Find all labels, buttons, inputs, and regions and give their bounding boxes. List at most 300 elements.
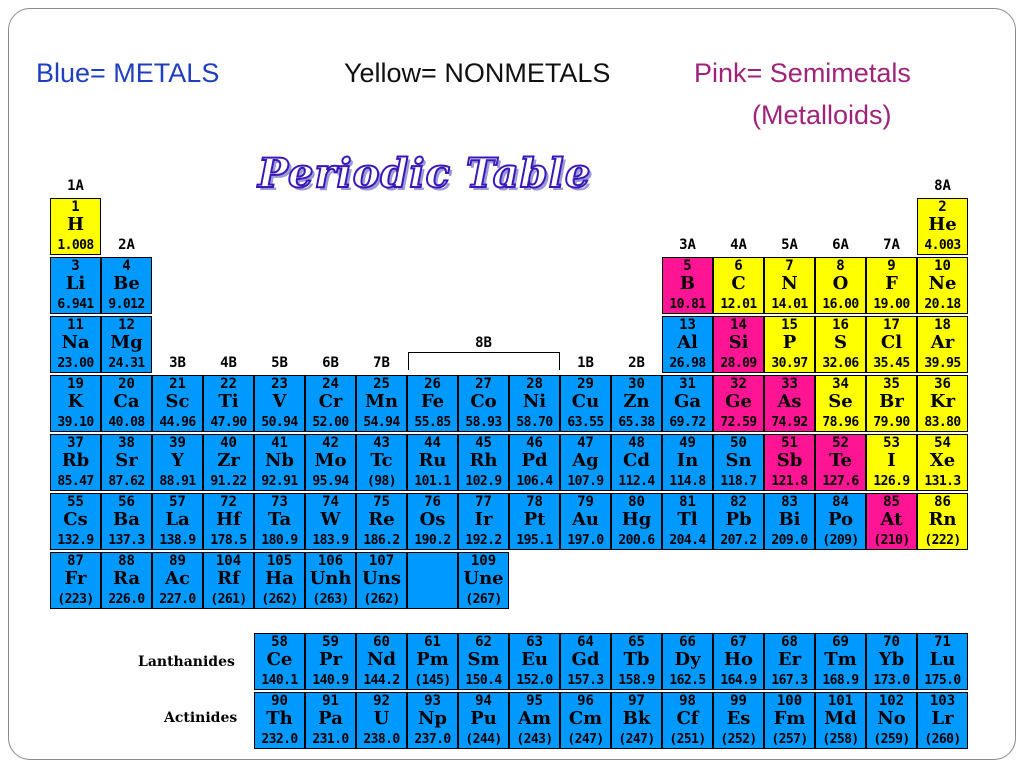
group-label-1b: 1B <box>577 355 594 371</box>
element-cell-tl <box>662 493 713 550</box>
element-cell-eu <box>509 633 560 690</box>
element-symbol: F <box>885 273 898 294</box>
element-cell-na <box>50 316 101 373</box>
atomic-mass: 158.9 <box>618 673 655 688</box>
atomic-mass: 39.10 <box>57 415 94 430</box>
element-cell-fm <box>764 692 815 749</box>
atomic-mass: 207.2 <box>720 533 757 548</box>
element-symbol: Yb <box>878 649 905 670</box>
element-symbol: Ca <box>113 391 140 412</box>
atomic-number: 41 <box>271 435 288 451</box>
atomic-mass: (247) <box>618 732 655 747</box>
atomic-number: 62 <box>475 634 492 650</box>
atomic-number: 12 <box>118 317 135 333</box>
atomic-number: 109 <box>470 553 497 569</box>
atomic-mass: 47.90 <box>210 415 247 430</box>
atomic-number: 65 <box>628 634 645 650</box>
element-cell-cm <box>560 692 611 749</box>
atomic-mass: 20.18 <box>924 297 961 312</box>
atomic-mass: 14.01 <box>771 297 808 312</box>
element-cell-une <box>458 552 509 609</box>
element-cell-hg <box>611 493 662 550</box>
atomic-number: 96 <box>577 693 594 709</box>
element-cell-sb <box>764 434 815 491</box>
element-cell-gd <box>560 633 611 690</box>
element-symbol: Lu <box>929 649 956 670</box>
atomic-number: 61 <box>424 634 441 650</box>
group-label-4a: 4A <box>730 237 747 253</box>
element-symbol: N <box>781 273 798 294</box>
element-cell-uns <box>356 552 407 609</box>
atomic-number: 28 <box>526 376 543 392</box>
atomic-mass: 1.008 <box>57 238 94 253</box>
atomic-mass: 9.012 <box>108 297 145 312</box>
element-cell-v <box>254 375 305 432</box>
group-label-8b: 8B <box>475 335 492 351</box>
atomic-number: 101 <box>827 693 854 709</box>
atomic-mass: 138.9 <box>159 533 196 548</box>
atomic-number: 81 <box>679 494 696 510</box>
element-symbol: Ra <box>112 568 141 589</box>
atomic-number: 17 <box>883 317 900 333</box>
atomic-mass: (267) <box>465 592 502 607</box>
atomic-mass: 132.9 <box>57 533 94 548</box>
atomic-number: 56 <box>118 494 135 510</box>
atomic-mass: 24.31 <box>108 356 145 371</box>
atomic-number: 3 <box>71 258 80 274</box>
atomic-number: 103 <box>929 693 956 709</box>
element-cell-fr <box>50 552 101 609</box>
element-symbol: S <box>834 332 847 353</box>
element-symbol: Sn <box>725 450 752 471</box>
element-symbol: Bi <box>778 509 801 530</box>
element-cell-y <box>152 434 203 491</box>
atomic-number: 52 <box>832 435 849 451</box>
element-cell-pd <box>509 434 560 491</box>
atomic-mass: 231.0 <box>312 732 349 747</box>
element-cell-re <box>356 493 407 550</box>
element-symbol: Zn <box>623 391 650 412</box>
atomic-number: 2 <box>938 199 947 215</box>
element-cell-hf <box>203 493 254 550</box>
atomic-mass: (251) <box>669 732 706 747</box>
atomic-number: 89 <box>169 553 186 569</box>
atomic-number: 83 <box>781 494 798 510</box>
element-symbol: Sc <box>165 391 190 412</box>
group-8b-bracket <box>408 352 560 370</box>
atomic-mass: (223) <box>57 592 94 607</box>
atomic-mass: 164.9 <box>720 673 757 688</box>
atomic-number: 105 <box>266 553 293 569</box>
atomic-number: 33 <box>781 376 798 392</box>
element-symbol: Tl <box>677 509 698 530</box>
atomic-number: 69 <box>832 634 849 650</box>
atomic-number: 43 <box>373 435 390 451</box>
element-cell-bi <box>764 493 815 550</box>
atomic-mass: 178.5 <box>210 533 247 548</box>
element-symbol: Pm <box>416 649 449 670</box>
element-symbol: Pd <box>521 450 548 471</box>
element-cell-cl <box>866 316 917 373</box>
element-symbol: Cd <box>623 450 650 471</box>
atomic-mass: 69.72 <box>669 415 706 430</box>
element-symbol: K <box>67 391 84 412</box>
element-symbol: No <box>877 708 906 729</box>
atomic-number: 23 <box>271 376 288 392</box>
element-cell-dy <box>662 633 713 690</box>
element-symbol: Cu <box>571 391 600 412</box>
atomic-number: 5 <box>683 258 692 274</box>
element-cell-nd <box>356 633 407 690</box>
atomic-mass: 195.1 <box>516 533 553 548</box>
atomic-mass: 197.0 <box>567 533 604 548</box>
atomic-number: 4 <box>122 258 131 274</box>
element-cell-c <box>713 257 764 314</box>
atomic-mass: 190.2 <box>414 533 451 548</box>
atomic-mass: 32.06 <box>822 356 859 371</box>
atomic-number: 53 <box>883 435 900 451</box>
element-symbol: Nb <box>264 450 295 471</box>
element-symbol: Th <box>266 708 293 729</box>
element-cell-la <box>152 493 203 550</box>
element-symbol: Se <box>828 391 853 412</box>
element-cell-sn <box>713 434 764 491</box>
element-symbol: Cm <box>568 708 603 729</box>
element-cell-pt <box>509 493 560 550</box>
atomic-mass: 101.1 <box>414 474 451 489</box>
atomic-mass: 58.93 <box>465 415 502 430</box>
element-cell-lr <box>917 692 968 749</box>
element-cell-pb <box>713 493 764 550</box>
atomic-number: 57 <box>169 494 186 510</box>
element-symbol: Es <box>726 708 751 729</box>
group-label-3b: 3B <box>169 355 186 371</box>
atomic-mass: (243) <box>516 732 553 747</box>
element-symbol: Co <box>470 391 497 412</box>
atomic-number: 38 <box>118 435 135 451</box>
atomic-number: 14 <box>730 317 747 333</box>
element-cell-unh <box>305 552 356 609</box>
lanthanides-label: Lanthanides <box>138 654 235 670</box>
element-symbol: Li <box>65 273 86 294</box>
element-symbol: Rn <box>928 509 957 530</box>
atomic-mass: 226.0 <box>108 592 145 607</box>
atomic-number: 86 <box>934 494 951 510</box>
element-symbol: Ac <box>165 568 190 589</box>
atomic-number: 44 <box>424 435 441 451</box>
element-symbol: Hf <box>216 509 241 530</box>
element-cell-f <box>866 257 917 314</box>
element-symbol: Cs <box>63 509 88 530</box>
atomic-mass: 137.3 <box>108 533 145 548</box>
atomic-number: 55 <box>67 494 84 510</box>
element-cell-ru <box>407 434 458 491</box>
element-cell-o <box>815 257 866 314</box>
group-label-8a: 8A <box>934 178 951 194</box>
atomic-mass: 6.941 <box>57 297 94 312</box>
atomic-number: 49 <box>679 435 696 451</box>
atomic-mass: 40.08 <box>108 415 145 430</box>
element-symbol: Au <box>571 509 600 530</box>
atomic-mass: 12.01 <box>720 297 757 312</box>
element-symbol: Cr <box>318 391 343 412</box>
group-label-1a: 1A <box>67 178 84 194</box>
atomic-mass: 204.4 <box>669 533 706 548</box>
element-cell-ne <box>917 257 968 314</box>
atomic-number: 47 <box>577 435 594 451</box>
element-symbol: Kr <box>929 391 956 412</box>
atomic-mass: 232.0 <box>261 732 298 747</box>
atomic-mass: 175.0 <box>924 673 961 688</box>
atomic-mass: 131.3 <box>924 474 961 489</box>
legend-semimetals: Pink= Semimetals <box>694 58 911 88</box>
element-cell-au <box>560 493 611 550</box>
element-cell-ra <box>101 552 152 609</box>
element-cell-br <box>866 375 917 432</box>
atomic-mass: 87.62 <box>108 474 145 489</box>
element-symbol: Sb <box>776 450 803 471</box>
atomic-number: 87 <box>67 553 84 569</box>
atomic-mass: 227.0 <box>159 592 196 607</box>
periodic-table-title: Periodic Table <box>258 150 592 197</box>
element-cell-np <box>407 692 458 749</box>
atomic-mass: (247) <box>567 732 604 747</box>
element-cell-u <box>356 692 407 749</box>
atomic-mass: 50.94 <box>261 415 298 430</box>
element-cell-fe <box>407 375 458 432</box>
element-symbol: Y <box>171 450 184 471</box>
element-cell-am <box>509 692 560 749</box>
atomic-mass: 63.55 <box>567 415 604 430</box>
atomic-mass: 95.94 <box>312 474 349 489</box>
element-symbol: Ga <box>673 391 702 412</box>
atomic-mass: 83.80 <box>924 415 961 430</box>
element-cell-cd <box>611 434 662 491</box>
atomic-number: 46 <box>526 435 543 451</box>
atomic-number: 20 <box>118 376 135 392</box>
element-cell-se <box>815 375 866 432</box>
element-cell-kr <box>917 375 968 432</box>
element-symbol: Zr <box>217 450 240 471</box>
atomic-number: 51 <box>781 435 798 451</box>
element-symbol: Pa <box>318 708 343 729</box>
atomic-mass: 183.9 <box>312 533 349 548</box>
element-symbol: Am <box>517 708 551 729</box>
element-cell-ha <box>254 552 305 609</box>
atomic-number: 70 <box>883 634 900 650</box>
atomic-number: 9 <box>887 258 896 274</box>
element-cell-w <box>305 493 356 550</box>
atomic-number: 90 <box>271 693 288 709</box>
atomic-number: 94 <box>475 693 492 709</box>
element-symbol: H <box>66 214 84 235</box>
atomic-mass: 168.9 <box>822 673 859 688</box>
element-cell-n <box>764 257 815 314</box>
element-symbol: Ce <box>266 649 293 670</box>
atomic-mass: 26.98 <box>669 356 706 371</box>
element-cell-h <box>50 198 101 255</box>
element-symbol: Pt <box>523 509 546 530</box>
atomic-mass: 88.91 <box>159 474 196 489</box>
atomic-number: 40 <box>220 435 237 451</box>
group-label-7b: 7B <box>373 355 390 371</box>
atomic-number: 76 <box>424 494 441 510</box>
atomic-number: 97 <box>628 693 645 709</box>
atomic-mass: 44.96 <box>159 415 196 430</box>
atomic-mass: 54.94 <box>363 415 400 430</box>
element-cell-lu <box>917 633 968 690</box>
atomic-mass: (145) <box>414 673 451 688</box>
element-symbol: Uns <box>362 568 401 589</box>
atomic-mass: 173.0 <box>873 673 910 688</box>
element-cell-i <box>866 434 917 491</box>
element-symbol: Pr <box>318 649 343 670</box>
element-symbol: Mn <box>364 391 398 412</box>
element-symbol: Eu <box>521 649 548 670</box>
element-symbol: P <box>782 332 797 353</box>
atomic-mass: 30.97 <box>771 356 808 371</box>
element-cell-no <box>866 692 917 749</box>
atomic-mass: 107.9 <box>567 474 604 489</box>
atomic-number: 104 <box>215 553 242 569</box>
group-label-6b: 6B <box>322 355 339 371</box>
atomic-mass: 19.00 <box>873 297 910 312</box>
element-cell-ga <box>662 375 713 432</box>
group-label-5b: 5B <box>271 355 288 371</box>
atomic-mass: 121.8 <box>771 474 808 489</box>
atomic-mass: 167.3 <box>771 673 808 688</box>
atomic-number: 77 <box>475 494 492 510</box>
atomic-mass: (222) <box>924 533 961 548</box>
element-symbol: Fe <box>420 391 445 412</box>
atomic-mass: 79.90 <box>873 415 910 430</box>
atomic-number: 48 <box>628 435 645 451</box>
atomic-number: 24 <box>322 376 339 392</box>
atomic-mass: 91.22 <box>210 474 247 489</box>
element-cell-at <box>866 493 917 550</box>
atomic-mass: 144.2 <box>363 673 400 688</box>
atomic-mass: (244) <box>465 732 502 747</box>
atomic-number: 106 <box>317 553 344 569</box>
group-label-4b: 4B <box>220 355 237 371</box>
element-cell-rf <box>203 552 254 609</box>
element-symbol: Xe <box>929 450 956 471</box>
atomic-number: 80 <box>628 494 645 510</box>
legend-nonmetals: Yellow= NONMETALS <box>344 58 611 88</box>
element-symbol: Be <box>113 273 140 294</box>
element-cell-ni <box>509 375 560 432</box>
element-cell-tc <box>356 434 407 491</box>
atomic-number: 102 <box>878 693 905 709</box>
group-label-2b: 2B <box>628 355 645 371</box>
atomic-mass: (209) <box>822 533 859 548</box>
element-symbol: Mo <box>314 450 347 471</box>
atomic-number: 26 <box>424 376 441 392</box>
element-symbol: Ba <box>113 509 140 530</box>
element-cell-cs <box>50 493 101 550</box>
element-cell-cf <box>662 692 713 749</box>
atomic-number: 72 <box>220 494 237 510</box>
atomic-mass: 92.91 <box>261 474 298 489</box>
group-label-7a: 7A <box>883 237 900 253</box>
element-symbol: Ho <box>723 649 753 670</box>
element-symbol: Rb <box>61 450 90 471</box>
atomic-number: 16 <box>832 317 849 333</box>
element-symbol: Po <box>827 509 854 530</box>
element-cell-zn <box>611 375 662 432</box>
atomic-number: 79 <box>577 494 594 510</box>
atomic-number: 74 <box>322 494 339 510</box>
atomic-mass: (262) <box>261 592 298 607</box>
element-cell-sm <box>458 633 509 690</box>
atomic-number: 31 <box>679 376 696 392</box>
element-symbol: Fr <box>64 568 87 589</box>
element-symbol: Rh <box>469 450 498 471</box>
element-cell-bk <box>611 692 662 749</box>
element-symbol: Gd <box>571 649 600 670</box>
group-label-5a: 5A <box>781 237 798 253</box>
element-symbol: Cl <box>880 332 903 353</box>
atomic-mass: 23.00 <box>57 356 94 371</box>
element-cell-p <box>764 316 815 373</box>
atomic-mass: (259) <box>873 732 910 747</box>
element-symbol: Tm <box>824 649 857 670</box>
atomic-number: 13 <box>679 317 696 333</box>
legend-metals: Blue= METALS <box>36 58 220 88</box>
atomic-number: 25 <box>373 376 390 392</box>
atomic-number: 95 <box>526 693 543 709</box>
atomic-mass: (263) <box>312 592 349 607</box>
element-symbol: In <box>676 450 699 471</box>
element-symbol: Ne <box>928 273 957 294</box>
atomic-mass: (98) <box>367 474 396 489</box>
element-cell-mg <box>101 316 152 373</box>
element-cell-in <box>662 434 713 491</box>
atomic-number: 66 <box>679 634 696 650</box>
element-symbol: W <box>320 509 341 530</box>
element-symbol: Unh <box>309 568 352 589</box>
element-symbol: B <box>679 273 696 294</box>
element-cell-ir <box>458 493 509 550</box>
element-symbol: Br <box>879 391 904 412</box>
atomic-number: 18 <box>934 317 951 333</box>
atomic-number: 84 <box>832 494 849 510</box>
atomic-mass: 102.9 <box>465 474 502 489</box>
element-cell-b <box>662 257 713 314</box>
element-cell-zr <box>203 434 254 491</box>
element-symbol: Na <box>61 332 90 353</box>
element-cell-po <box>815 493 866 550</box>
element-cell-nb <box>254 434 305 491</box>
element-cell-ca <box>101 375 152 432</box>
element-cell-er <box>764 633 815 690</box>
element-symbol: Ar <box>930 332 955 353</box>
element-symbol: Ag <box>572 450 599 471</box>
atomic-mass: 186.2 <box>363 533 400 548</box>
element-cell-blank <box>407 552 458 609</box>
element-cell-tm <box>815 633 866 690</box>
atomic-number: 42 <box>322 435 339 451</box>
atomic-number: 99 <box>730 693 747 709</box>
atomic-mass: (210) <box>873 533 910 548</box>
atomic-mass: 65.38 <box>618 415 655 430</box>
atomic-mass: 85.47 <box>57 474 94 489</box>
element-cell-ac <box>152 552 203 609</box>
atomic-mass: 16.00 <box>822 297 859 312</box>
atomic-mass: 238.0 <box>363 732 400 747</box>
atomic-mass: 74.92 <box>771 415 808 430</box>
legend-metalloids: (Metalloids) <box>752 100 892 130</box>
